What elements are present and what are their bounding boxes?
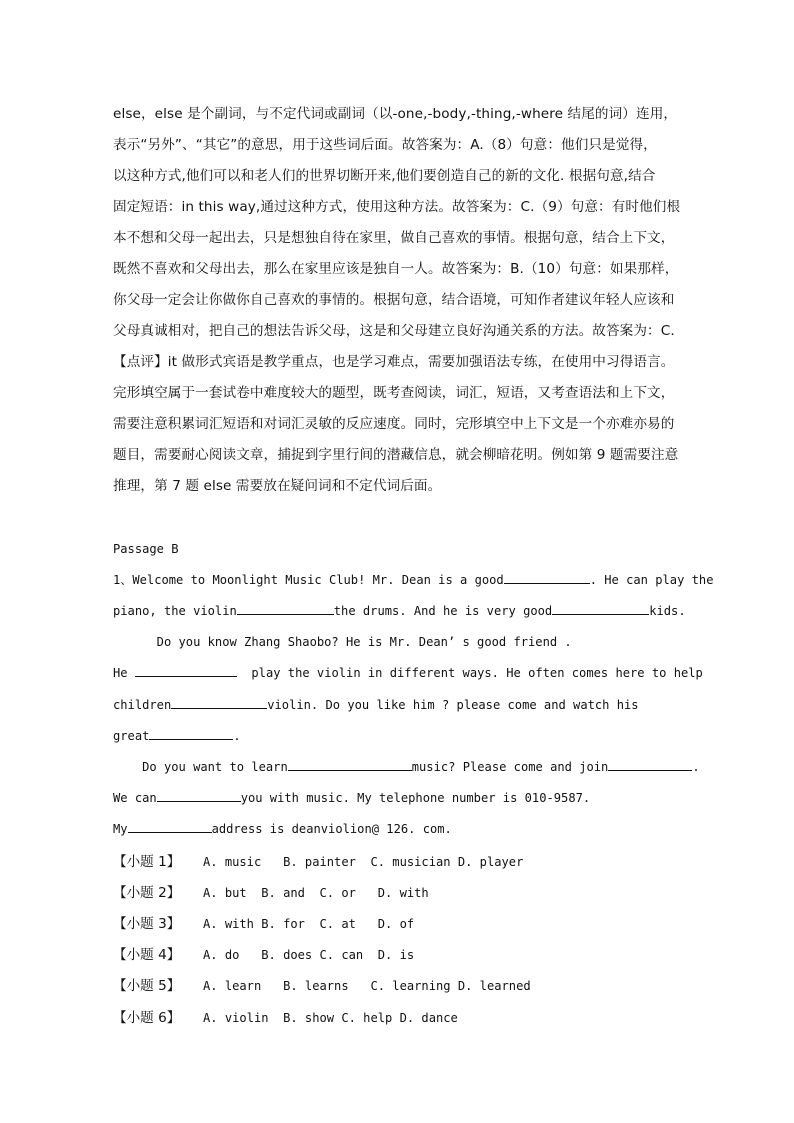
passage-text: music? Please come and join: [411, 760, 609, 774]
passage-text: He: [113, 666, 135, 680]
answer-analysis: [113, 99, 693, 502]
question-item: [113, 944, 414, 964]
blank-3: [552, 602, 649, 615]
passage-line: [113, 695, 639, 715]
question-tag: 【小题 5】: [113, 978, 181, 994]
question-tag: 【小题 1】: [113, 854, 181, 870]
passage-line: [113, 819, 452, 839]
passage-line: [113, 726, 241, 746]
question-tag: 【小题 3】: [113, 916, 181, 932]
analysis-line: else，else 是个副词，与不定代词或副词（以-one,-body,-thing,-where 结尾的词）连用，: [113, 106, 678, 122]
analysis-line: 表示“另外”、“其它”的意思，用于这些词后面。故答案为：A.（8）句意：他们只是觉得，: [113, 137, 657, 153]
passage-text: great: [113, 729, 150, 743]
analysis-line: 你父母一定会让你做你自己喜欢的事情的。根据句意，结合语境，可知作者建议年轻人应该和: [113, 292, 675, 308]
comment-line: 完形填空属于一套试卷中难度较大的题型，既考查阅读，词汇，短语，又考查语法和上下文，: [113, 385, 675, 401]
blank-6: [149, 727, 233, 740]
comment-line: 推理，第 7 题 else 需要放在疑问词和不定代词后面。: [113, 478, 442, 494]
passage-text: children: [113, 698, 172, 712]
passage-text: play the violin in different ways. He often comes here to help: [236, 666, 703, 680]
comment-line: 题目，需要耐心阅读文章，捕捉到字里行间的潜藏信息，就会柳暗花明。例如第 9 题需要注意: [113, 447, 679, 463]
blank-1: [504, 571, 590, 584]
question-options: A. music B. painter C. musician D. player: [203, 855, 524, 869]
passage-text: .: [233, 729, 241, 743]
passage-text: .: [692, 760, 700, 774]
question-options: A. violin B. show C. help D. dance: [203, 1011, 458, 1025]
analysis-line: 父母真诚相对，把自己的想法告诉父母，这是和父母建立良好沟通关系的方法。故答案为：C.: [113, 323, 675, 339]
question-tag: 【小题 6】: [113, 1010, 181, 1026]
passage-text: violin. Do you like him ? please come and watch his: [267, 698, 639, 712]
question-options: A. with B. for C. at D. of: [203, 917, 415, 931]
question-options: A. learn B. learns C. learning D. learned: [203, 979, 531, 993]
passage-text: 1、Welcome to Moonlight Music Club! Mr. Dean is a good: [113, 573, 504, 587]
blank-8: [608, 758, 692, 771]
passage-text: address is deanviolion@ 126. com.: [211, 822, 452, 836]
passage-text: Do you want to learn: [113, 760, 288, 774]
analysis-line: 固定短语：in this way,通过这种方式，使用这种方法。故答案为：C.（9）句意：有时他们根: [113, 199, 681, 215]
passage-text: We can: [113, 791, 157, 805]
question-item: [113, 1007, 458, 1027]
passage-line: [113, 757, 700, 777]
blank-10: [128, 820, 212, 833]
passage-text: kids.: [649, 604, 686, 618]
comment-line: 【点评】it 做形式宾语是教学重点，也是学习难点，需要加强语法专练，在使用中习得语言。: [113, 354, 675, 370]
passage-text: . He can play the: [589, 573, 714, 587]
passage-text: the drums. And he is very good: [333, 604, 553, 618]
comment-line: 需要注意积累词汇短语和对词汇灵敏的反应速度。同时，完形填空中上下文是一个亦难亦易的: [113, 416, 675, 432]
question-item: [113, 975, 531, 995]
analysis-line: 既然不喜欢和父母出去，那么在家里应该是独自一人。故答案为：B.（10）句意：如果那样，: [113, 261, 679, 277]
blank-2: [237, 602, 334, 615]
analysis-line: 本不想和父母一起出去，只是想独自待在家里，做自己喜欢的事情。根据句意，结合上下文，: [113, 230, 675, 246]
passage-text: you with music. My telephone number is 010-9587.: [240, 791, 591, 805]
question-item: [113, 851, 523, 871]
passage-text: My: [113, 822, 128, 836]
passage-line: [113, 663, 703, 683]
analysis-line: 以这种方式,他们可以和老人们的世界切断开来,他们要创造自己的新的文化. 根据句意,结合: [113, 168, 656, 184]
blank-4: [135, 664, 237, 677]
question-options: A. but B. and C. or D. with: [203, 886, 429, 900]
blank-9: [157, 789, 241, 802]
passage-line: [113, 570, 714, 590]
question-item: [113, 913, 414, 933]
passage-text: piano, the violin: [113, 604, 237, 618]
question-tag: 【小题 4】: [113, 947, 181, 963]
passage-line: [113, 601, 686, 621]
passage-line: Do you know Zhang Shaobo? He is Mr. Dean’ s good friend .: [113, 635, 572, 649]
question-tag: 【小题 2】: [113, 885, 181, 901]
blank-5: [171, 696, 267, 709]
question-item: [113, 882, 429, 902]
question-options: A. do B. does C. can D. is: [203, 948, 415, 962]
passage-line: [113, 788, 590, 808]
blank-7: [288, 758, 412, 771]
passage-title: Passage B: [113, 542, 179, 556]
